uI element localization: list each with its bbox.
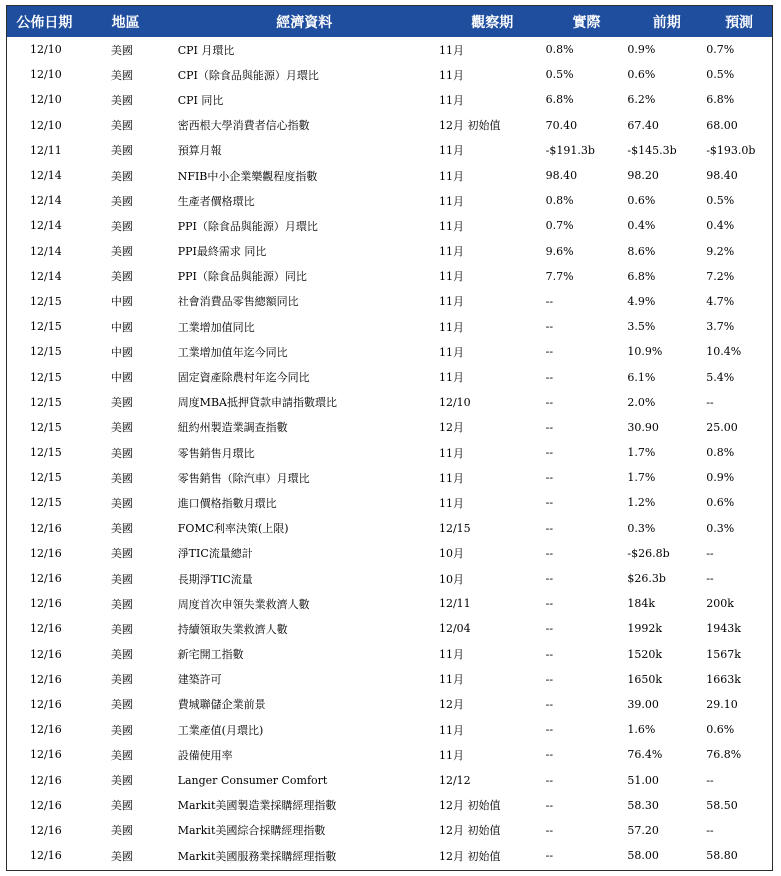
- cell-actual: --: [545, 823, 554, 837]
- cell-previous: 6.2%: [627, 93, 656, 107]
- cell-previous: 3.5%: [627, 320, 656, 334]
- cell-forecast: 25.00: [706, 420, 738, 434]
- cell-actual: --: [545, 294, 554, 308]
- cell-period: 11月: [438, 245, 464, 259]
- cell-region: 美國: [110, 421, 133, 435]
- cell-period: 11月: [438, 371, 464, 385]
- cell-indicator: FOMC利率決策(上限): [177, 522, 289, 536]
- cell-previous: 0.9%: [627, 43, 656, 57]
- cell-indicator: 零售銷售月環比: [177, 446, 255, 460]
- cell-indicator: 費城聯儲企業前景: [177, 698, 266, 712]
- cell-indicator: 進口價格指數月環比: [177, 496, 277, 510]
- cell-period: 12/12: [438, 773, 471, 787]
- cell-forecast: -$193.0b: [706, 143, 756, 157]
- cell-forecast: --: [706, 395, 714, 409]
- table-body: [7, 37, 772, 868]
- cell-actual: --: [545, 370, 554, 384]
- cell-previous: 67.40: [627, 118, 659, 132]
- cell-date: 12/15: [30, 370, 62, 384]
- cell-forecast: 0.6%: [706, 723, 735, 737]
- table-row: [7, 465, 772, 490]
- cell-date: 12/15: [30, 345, 62, 359]
- table-row: [7, 692, 772, 717]
- cell-previous: 184k: [627, 597, 656, 611]
- cell-date: 12/10: [30, 43, 62, 57]
- cell-forecast: 10.4%: [706, 345, 742, 359]
- cell-period: 11月: [438, 723, 464, 737]
- cell-region: 中國: [110, 320, 133, 334]
- table-row: [7, 843, 772, 868]
- cell-previous: 8.6%: [627, 244, 656, 258]
- cell-actual: --: [545, 446, 554, 460]
- cell-forecast: 0.8%: [706, 446, 735, 460]
- cell-date: 12/16: [30, 748, 62, 762]
- cell-period: 12月: [438, 698, 464, 712]
- table-row: [7, 642, 772, 667]
- cell-forecast: 7.2%: [706, 269, 735, 283]
- cell-previous: -$145.3b: [627, 143, 677, 157]
- column-header-actual: 實際: [572, 14, 601, 31]
- table-row: [7, 742, 772, 767]
- cell-date: 12/16: [30, 823, 62, 837]
- cell-region: 美國: [110, 673, 133, 687]
- cell-date: 12/16: [30, 697, 62, 711]
- cell-forecast: 0.6%: [706, 496, 735, 510]
- cell-period: 10月: [438, 547, 464, 561]
- cell-period: 12/11: [438, 597, 471, 611]
- cell-indicator: PPI（除食品與能源）同比: [177, 270, 307, 284]
- cell-region: 美國: [110, 471, 133, 485]
- cell-actual: 6.8%: [545, 93, 574, 107]
- cell-actual: --: [545, 849, 554, 863]
- table-row: [7, 541, 772, 566]
- cell-date: 12/10: [30, 118, 62, 132]
- cell-actual: --: [545, 773, 554, 787]
- cell-previous: 1.7%: [627, 471, 656, 485]
- table-row: [7, 490, 772, 515]
- cell-forecast: 29.10: [706, 697, 738, 711]
- cell-forecast: --: [706, 773, 714, 787]
- cell-actual: --: [545, 345, 554, 359]
- cell-date: 12/15: [30, 471, 62, 485]
- cell-actual: 0.8%: [545, 194, 574, 208]
- cell-region: 美國: [110, 597, 133, 611]
- cell-indicator: Langer Consumer Comfort: [177, 773, 328, 787]
- cell-indicator: Markit美國服務業採購經理指數: [177, 849, 337, 863]
- cell-indicator: 社會消費品零售總額同比: [177, 295, 299, 309]
- cell-date: 12/15: [30, 320, 62, 334]
- cell-forecast: 200k: [706, 597, 734, 611]
- table-row: [7, 818, 772, 843]
- cell-period: 11月: [438, 169, 464, 183]
- cell-region: 美國: [110, 572, 133, 586]
- cell-period: 11月: [438, 43, 464, 57]
- cell-indicator: 工業產值(月環比): [177, 723, 264, 737]
- table-row: [7, 616, 772, 641]
- cell-forecast: 0.3%: [706, 521, 735, 535]
- cell-date: 12/14: [30, 219, 62, 233]
- economic-calendar-table: [6, 5, 773, 871]
- cell-region: 美國: [110, 648, 133, 662]
- table-header: [7, 6, 772, 37]
- cell-period: 12月: [438, 421, 464, 435]
- cell-forecast: 0.9%: [706, 471, 735, 485]
- column-header-forecast: 預測: [725, 14, 754, 31]
- cell-actual: --: [545, 320, 554, 334]
- cell-date: 12/14: [30, 244, 62, 258]
- table-row: [7, 364, 772, 389]
- cell-region: 美國: [110, 144, 133, 158]
- cell-date: 12/14: [30, 194, 62, 208]
- cell-region: 美國: [110, 119, 133, 133]
- cell-previous: 2.0%: [627, 395, 656, 409]
- cell-actual: 70.40: [545, 118, 578, 132]
- column-header-region: 地區: [111, 14, 140, 31]
- cell-period: 11月: [438, 270, 464, 284]
- cell-date: 12/15: [30, 294, 62, 308]
- cell-period: 11月: [438, 68, 464, 82]
- cell-forecast: 1663k: [706, 672, 741, 686]
- cell-previous: 4.9%: [627, 294, 656, 308]
- cell-region: 美國: [110, 270, 133, 284]
- cell-forecast: 3.7%: [706, 320, 735, 334]
- table-row: [7, 87, 772, 112]
- cell-forecast: 0.5%: [706, 68, 735, 82]
- cell-previous: 58.30: [627, 798, 659, 812]
- cell-date: 12/16: [30, 521, 62, 535]
- cell-region: 中國: [110, 371, 133, 385]
- cell-date: 12/10: [30, 93, 62, 107]
- cell-date: 12/16: [30, 546, 62, 560]
- cell-indicator: 建築許可: [177, 673, 222, 687]
- cell-previous: 76.4%: [627, 748, 663, 762]
- cell-indicator: 長期淨TIC流量: [177, 572, 253, 586]
- cell-forecast: 1567k: [706, 647, 741, 661]
- cell-actual: --: [545, 597, 554, 611]
- table-row: [7, 289, 772, 314]
- cell-forecast: --: [706, 546, 714, 560]
- cell-indicator: 生產者價格環比: [177, 194, 255, 208]
- cell-indicator: 紐約州製造業調查指數: [177, 421, 288, 435]
- cell-actual: --: [545, 647, 554, 661]
- cell-forecast: 6.8%: [706, 93, 735, 107]
- cell-indicator: Markit美國綜合採購經理指數: [177, 824, 326, 838]
- cell-forecast: --: [706, 572, 714, 586]
- cell-period: 12月 初始值: [438, 849, 501, 863]
- cell-date: 12/15: [30, 395, 62, 409]
- cell-region: 美國: [110, 824, 133, 838]
- cell-indicator: NFIB中小企業樂觀程度指數: [177, 169, 318, 183]
- table-row: [7, 213, 772, 238]
- cell-indicator: 工業增加值同比: [177, 320, 255, 334]
- cell-period: 10月: [438, 572, 464, 586]
- cell-actual: --: [545, 471, 554, 485]
- cell-forecast: 5.4%: [706, 370, 735, 384]
- cell-previous: 1.2%: [627, 496, 656, 510]
- cell-date: 12/10: [30, 68, 62, 82]
- cell-forecast: 4.7%: [706, 294, 735, 308]
- cell-period: 11月: [438, 471, 464, 485]
- cell-date: 12/11: [30, 143, 62, 157]
- cell-period: 11月: [438, 93, 464, 107]
- cell-date: 12/15: [30, 496, 62, 510]
- cell-region: 美國: [110, 748, 133, 762]
- cell-region: 中國: [110, 295, 133, 309]
- cell-region: 美國: [110, 396, 133, 410]
- cell-period: 11月: [438, 748, 464, 762]
- cell-indicator: PPI最終需求 同比: [177, 245, 267, 259]
- cell-date: 12/16: [30, 572, 62, 586]
- cell-forecast: 58.80: [706, 849, 738, 863]
- cell-region: 美國: [110, 68, 133, 82]
- cell-actual: --: [545, 697, 554, 711]
- cell-actual: --: [545, 546, 554, 560]
- cell-region: 美國: [110, 219, 133, 233]
- table-row: [7, 516, 772, 541]
- cell-previous: 30.90: [627, 420, 659, 434]
- cell-period: 12/15: [438, 521, 471, 535]
- cell-period: 11月: [438, 648, 464, 662]
- cell-indicator: PPI（除食品與能源）月環比: [177, 219, 318, 233]
- cell-date: 12/15: [30, 420, 62, 434]
- cell-region: 美國: [110, 446, 133, 460]
- cell-date: 12/16: [30, 597, 62, 611]
- cell-previous: 0.6%: [627, 68, 656, 82]
- table-row: [7, 667, 772, 692]
- cell-date: 12/16: [30, 672, 62, 686]
- cell-date: 12/16: [30, 798, 62, 812]
- cell-forecast: --: [706, 823, 714, 837]
- cell-region: 美國: [110, 723, 133, 737]
- cell-previous: 6.8%: [627, 269, 656, 283]
- cell-previous: 39.00: [627, 697, 659, 711]
- table-row: [7, 314, 772, 339]
- cell-previous: 0.3%: [627, 521, 656, 535]
- cell-previous: 1650k: [627, 672, 663, 686]
- cell-forecast: 1943k: [706, 622, 741, 636]
- table-row: [7, 591, 772, 616]
- cell-period: 11月: [438, 345, 464, 359]
- cell-date: 12/16: [30, 723, 62, 737]
- cell-indicator: CPI 同比: [177, 93, 224, 107]
- cell-previous: 57.20: [627, 823, 659, 837]
- cell-previous: 0.6%: [627, 194, 656, 208]
- cell-actual: 9.6%: [545, 244, 574, 258]
- column-header-period: 觀察期: [471, 14, 514, 31]
- column-header-date: 公佈日期: [16, 14, 73, 31]
- cell-date: 12/14: [30, 169, 62, 183]
- table-row: [7, 163, 772, 188]
- cell-previous: 1.7%: [627, 446, 656, 460]
- cell-region: 美國: [110, 547, 133, 561]
- cell-actual: --: [545, 395, 554, 409]
- cell-actual: --: [545, 798, 554, 812]
- table-row: [7, 793, 772, 818]
- cell-indicator: 工業增加值年迄今同比: [177, 345, 288, 359]
- cell-period: 11月: [438, 194, 464, 208]
- cell-indicator: Markit美國製造業採購經理指數: [177, 799, 337, 813]
- cell-date: 12/16: [30, 773, 62, 787]
- cell-period: 12/10: [438, 395, 471, 409]
- cell-region: 美國: [110, 774, 133, 788]
- cell-previous: -$26.8b: [627, 546, 670, 560]
- cell-region: 美國: [110, 849, 133, 863]
- table-row: [7, 339, 772, 364]
- cell-actual: --: [545, 622, 554, 636]
- cell-indicator: CPI 月環比: [177, 43, 235, 57]
- table-row: [7, 440, 772, 465]
- cell-region: 中國: [110, 345, 133, 359]
- cell-region: 美國: [110, 43, 133, 57]
- cell-indicator: 密西根大學消費者信心指數: [177, 119, 310, 133]
- cell-forecast: 58.50: [706, 798, 738, 812]
- cell-indicator: CPI（除食品與能源）月環比: [177, 68, 319, 82]
- column-header-previous: 前期: [652, 14, 681, 31]
- cell-period: 11月: [438, 673, 464, 687]
- cell-indicator: 預算月報: [177, 144, 222, 158]
- table-row: [7, 188, 772, 213]
- cell-previous: 58.00: [627, 849, 659, 863]
- cell-actual: --: [545, 496, 554, 510]
- cell-period: 11月: [438, 144, 464, 158]
- cell-forecast: 9.2%: [706, 244, 735, 258]
- cell-actual: --: [545, 420, 554, 434]
- cell-region: 美國: [110, 169, 133, 183]
- cell-date: 12/16: [30, 849, 62, 863]
- cell-forecast: 0.7%: [706, 43, 735, 57]
- cell-indicator: 淨TIC流量總計: [177, 547, 253, 561]
- cell-actual: -$191.3b: [545, 143, 595, 157]
- cell-period: 11月: [438, 219, 464, 233]
- cell-previous: 1992k: [627, 622, 663, 636]
- cell-actual: 0.5%: [545, 68, 574, 82]
- column-header-indicator: 經濟資料: [276, 14, 333, 31]
- cell-region: 美國: [110, 93, 133, 107]
- cell-date: 12/16: [30, 647, 62, 661]
- cell-date: 12/14: [30, 269, 62, 283]
- table-row: [7, 390, 772, 415]
- cell-indicator: 固定資產除農村年迄今同比: [177, 371, 310, 385]
- cell-region: 美國: [110, 698, 133, 712]
- cell-previous: $26.3b: [627, 572, 666, 586]
- cell-date: 12/16: [30, 622, 62, 636]
- cell-region: 美國: [110, 194, 133, 208]
- cell-actual: 98.40: [545, 169, 578, 183]
- cell-period: 12月 初始值: [438, 119, 501, 133]
- cell-indicator: 零售銷售（除汽車）月環比: [177, 471, 310, 485]
- cell-period: 11月: [438, 446, 464, 460]
- table-row: [7, 239, 772, 264]
- cell-forecast: 0.5%: [706, 194, 735, 208]
- cell-indicator: 持續領取失業救濟人數: [177, 622, 288, 636]
- table-row: [7, 37, 772, 62]
- cell-previous: 98.20: [627, 169, 659, 183]
- cell-actual: --: [545, 748, 554, 762]
- cell-previous: 1520k: [627, 647, 663, 661]
- cell-indicator: 周度首次申領失業救濟人數: [177, 597, 310, 611]
- cell-actual: --: [545, 521, 554, 535]
- cell-forecast: 68.00: [706, 118, 738, 132]
- cell-actual: 0.7%: [545, 219, 574, 233]
- cell-forecast: 76.8%: [706, 748, 742, 762]
- cell-period: 12月 初始值: [438, 824, 501, 838]
- table-row: [7, 566, 772, 591]
- cell-region: 美國: [110, 245, 133, 259]
- cell-previous: 6.1%: [627, 370, 656, 384]
- cell-indicator: 新宅開工指數: [177, 648, 244, 662]
- cell-period: 12月 初始值: [438, 799, 501, 813]
- cell-period: 11月: [438, 320, 464, 334]
- table-row: [7, 717, 772, 742]
- cell-indicator: 設備使用率: [177, 748, 233, 762]
- cell-period: 12/04: [438, 622, 471, 636]
- cell-previous: 1.6%: [627, 723, 656, 737]
- table-row: [7, 113, 772, 138]
- cell-indicator: 周度MBA抵押貸款申請指數環比: [177, 396, 337, 410]
- cell-region: 美國: [110, 622, 133, 636]
- table-row: [7, 138, 772, 163]
- cell-actual: --: [545, 572, 554, 586]
- cell-region: 美國: [110, 496, 133, 510]
- cell-period: 11月: [438, 496, 464, 510]
- cell-actual: 0.8%: [545, 43, 574, 57]
- table-row: [7, 264, 772, 289]
- cell-forecast: 98.40: [706, 169, 738, 183]
- cell-previous: 0.4%: [627, 219, 656, 233]
- cell-period: 11月: [438, 295, 464, 309]
- cell-forecast: 0.4%: [706, 219, 735, 233]
- table-row: [7, 62, 772, 87]
- table-row: [7, 767, 772, 792]
- cell-previous: 10.9%: [627, 345, 663, 359]
- cell-previous: 51.00: [627, 773, 659, 787]
- cell-region: 美國: [110, 799, 133, 813]
- cell-region: 美國: [110, 522, 133, 536]
- table-row: [7, 415, 772, 440]
- cell-date: 12/15: [30, 446, 62, 460]
- cell-actual: --: [545, 672, 554, 686]
- cell-actual: --: [545, 723, 554, 737]
- cell-actual: 7.7%: [545, 269, 574, 283]
